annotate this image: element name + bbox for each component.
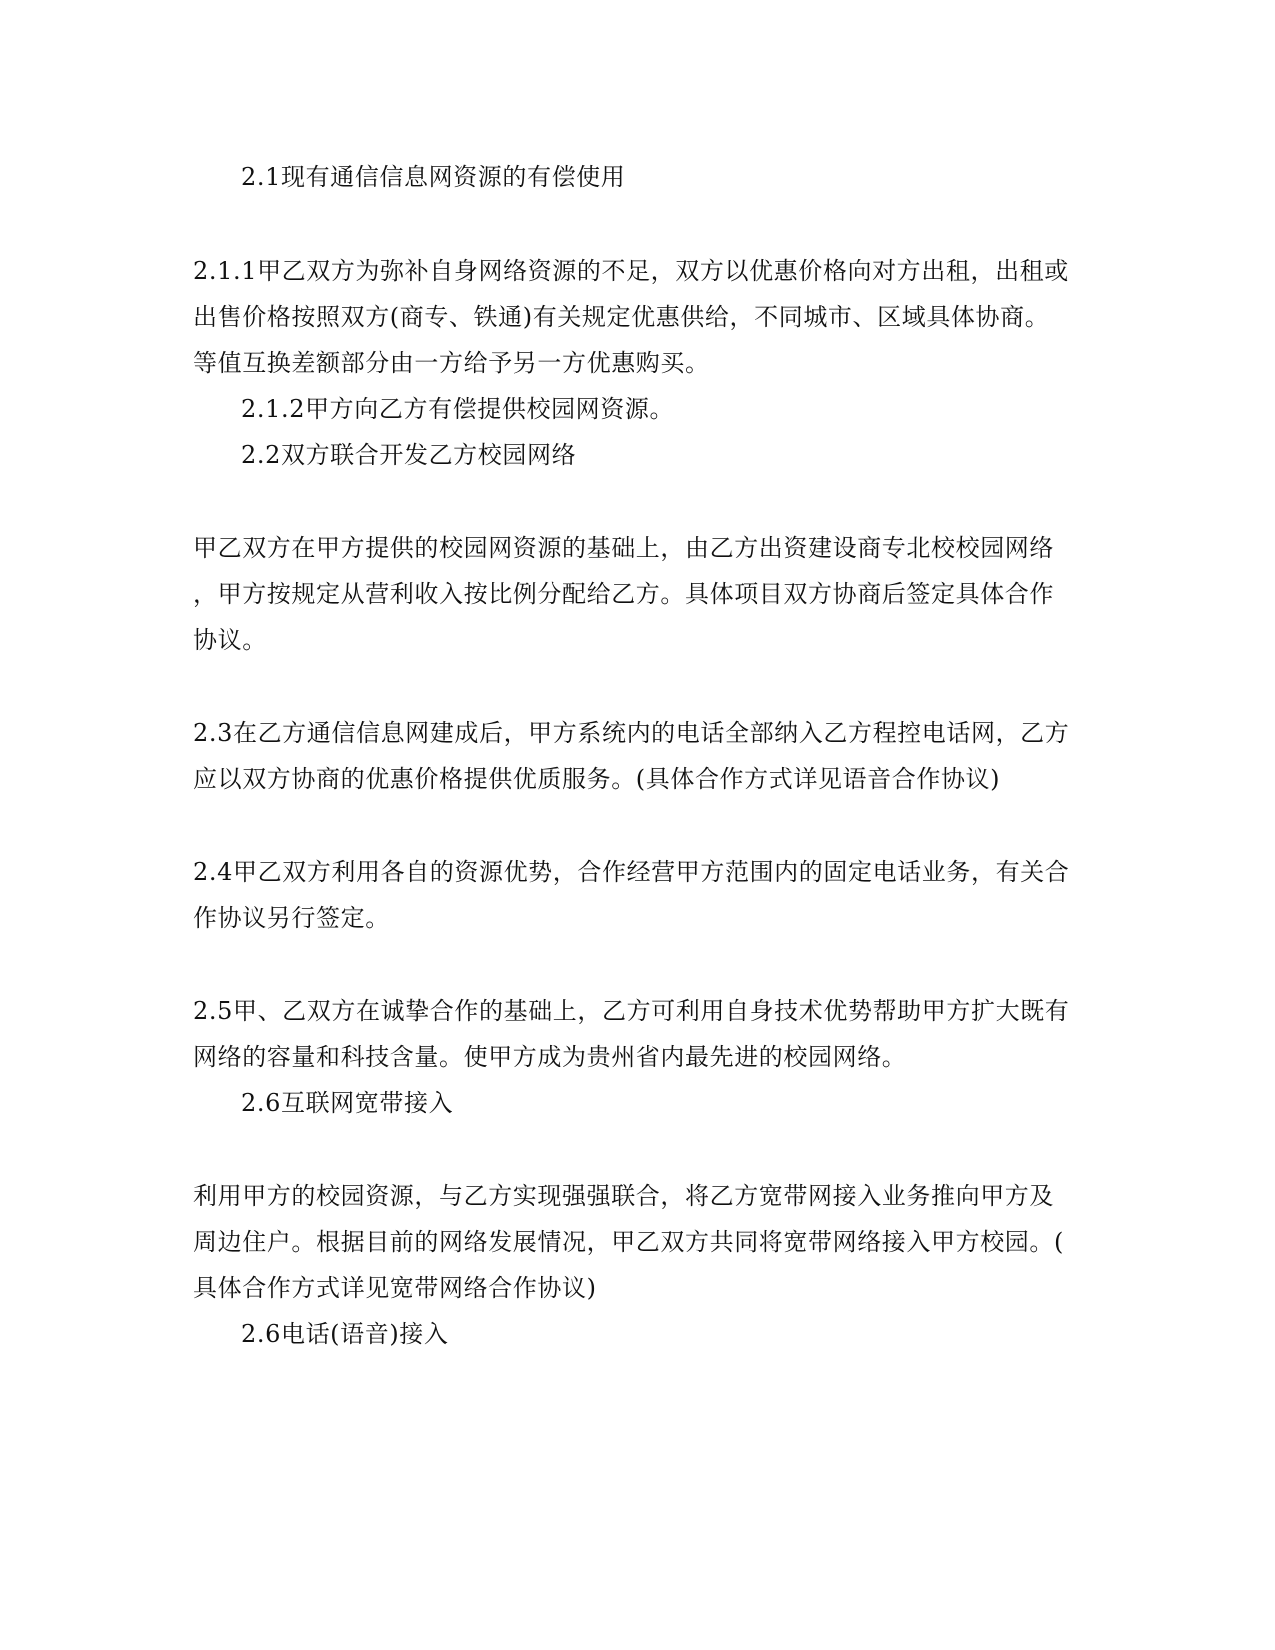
heading-2-6-voice: 2.6电话(语音)接入 bbox=[241, 1320, 449, 1348]
paragraph-line: 具体合作方式详见宽带网络合作协议) bbox=[193, 1274, 597, 1302]
heading-2-1: 2.1现有通信信息网资源的有偿使用 bbox=[241, 163, 626, 191]
paragraph-line: 2.3在乙方通信信息网建成后，甲方系统内的电话全部纳入乙方程控电话网，乙方 bbox=[193, 719, 1070, 747]
paragraph-line: 等值互换差额部分由一方给予另一方优惠购买。 bbox=[193, 349, 710, 377]
paragraph-line: 协议。 bbox=[193, 626, 267, 654]
paragraph-line: 利用甲方的校园资源，与乙方实现强强联合，将乙方宽带网接入业务推向甲方及 bbox=[193, 1182, 1054, 1210]
paragraph-line: 2.4甲乙双方利用各自的资源优势，合作经营甲方范围内的固定电话业务，有关合 bbox=[193, 858, 1070, 886]
heading-2-2: 2.2双方联合开发乙方校园网络 bbox=[241, 441, 577, 469]
paragraph-line: 2.1.1甲乙双方为弥补自身网络资源的不足，双方以优惠价格向对方出租，出租或 bbox=[193, 257, 1069, 285]
paragraph-line: 作协议另行签定。 bbox=[193, 904, 390, 932]
paragraph-line: 网络的容量和科技含量。使甲方成为贵州省内最先进的校园网络。 bbox=[193, 1043, 907, 1071]
heading-2-6: 2.6互联网宽带接入 bbox=[241, 1089, 454, 1117]
paragraph-line: 出售价格按照双方(商专、铁通)有关规定优惠供给，不同城市、区域具体协商。 bbox=[193, 303, 1050, 331]
heading-2-1-2: 2.1.2甲方向乙方有偿提供校园网资源。 bbox=[241, 395, 675, 423]
paragraph-line: 甲乙双方在甲方提供的校园网资源的基础上，由乙方出资建设商专北校校园网络 bbox=[193, 534, 1054, 562]
paragraph-line: ，甲方按规定从营利收入按比例分配给乙方。具体项目双方协商后签定具体合作 bbox=[193, 580, 1054, 608]
paragraph-line: 应以双方协商的优惠价格提供优质服务。(具体合作方式详见语音合作协议) bbox=[193, 765, 1001, 793]
paragraph-line: 2.5甲、乙双方在诚挚合作的基础上，乙方可利用自身技术优势帮助甲方扩大既有 bbox=[193, 997, 1070, 1025]
paragraph-line: 周边住户。根据目前的网络发展情况，甲乙双方共同将宽带网络接入甲方校园。( bbox=[193, 1228, 1064, 1256]
